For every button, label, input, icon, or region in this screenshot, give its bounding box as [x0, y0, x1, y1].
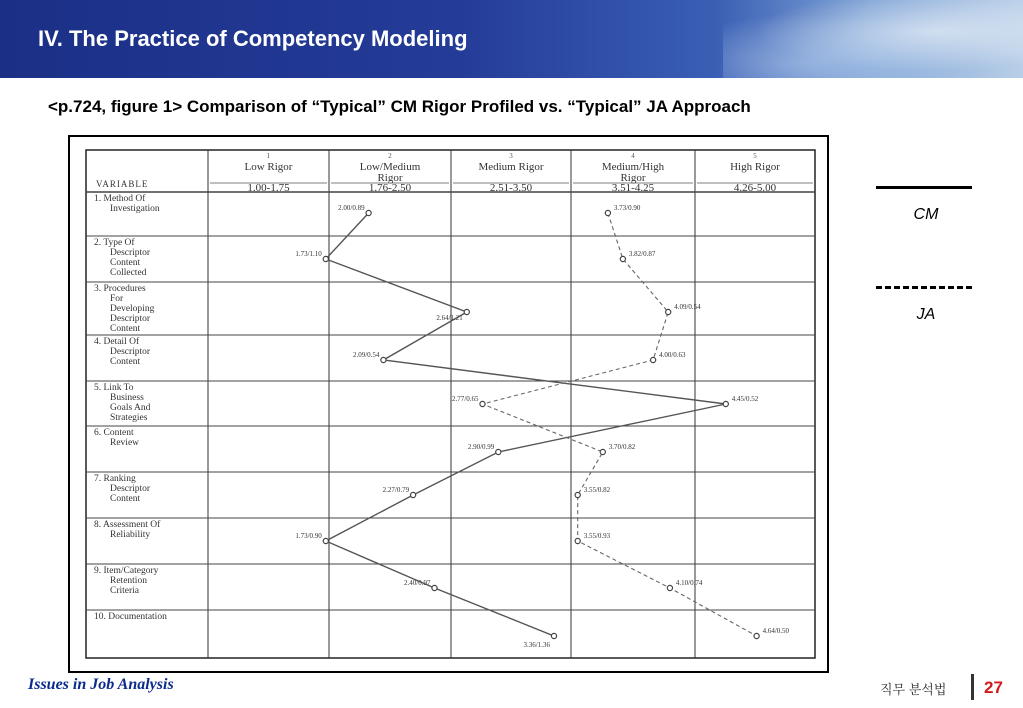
- column-number: 2: [388, 152, 392, 160]
- column-number: 4: [631, 152, 635, 160]
- series-line-cm: [326, 213, 726, 636]
- data-label-cm: 2.90/0.99: [467, 443, 495, 451]
- data-label-ja: 4.10/0.74: [675, 579, 703, 587]
- data-point-ja: [666, 309, 671, 314]
- data-point-ja: [600, 449, 605, 454]
- legend-ja-line: [876, 286, 972, 289]
- variable-label: Content: [110, 494, 141, 504]
- column-label: Rigor: [620, 172, 646, 184]
- data-label-cm: 2.27/0.79: [382, 486, 410, 494]
- column-range: 3.51-4.25: [611, 182, 655, 194]
- variable-label: Goals And: [110, 403, 151, 413]
- variable-label: Content: [110, 258, 141, 268]
- data-point-ja: [620, 256, 625, 261]
- column-number: 5: [753, 152, 757, 160]
- data-label-ja: 3.73/0.90: [613, 204, 641, 212]
- data-label-cm: 2.09/0.54: [352, 351, 380, 359]
- data-label-ja: 2.77/0.65: [452, 395, 479, 403]
- data-point-ja: [605, 210, 610, 215]
- column-label: Low/Medium: [359, 161, 421, 173]
- data-label-ja: 4.64/0.50: [762, 627, 790, 635]
- variable-label: Descriptor: [110, 248, 151, 258]
- variable-label: Collected: [110, 268, 147, 278]
- data-point-cm: [432, 585, 437, 590]
- variable-label: 9. Item/Category: [94, 566, 159, 576]
- footer-korean-title: 직무 분석법: [880, 682, 947, 697]
- variable-label: 8. Assessment Of: [94, 520, 161, 530]
- figure-caption: <p.724, figure 1> Comparison of “Typical” CM Rigor Profiled vs. “Typical” JA Approach: [48, 97, 751, 116]
- data-point-cm: [496, 449, 501, 454]
- data-point-cm: [381, 357, 386, 362]
- data-point-cm: [411, 492, 416, 497]
- variable-label: Review: [110, 438, 140, 448]
- variable-label: Content: [110, 324, 141, 334]
- column-label: Rigor: [377, 172, 403, 184]
- data-label-cm: 3.36/1.36: [523, 641, 550, 649]
- data-label-cm: 2.64/1.21: [436, 314, 463, 322]
- variable-label: 6. Content: [94, 428, 134, 438]
- data-label-ja: 3.55/0.82: [583, 486, 611, 494]
- footer-course-title: Issues in Job Analysis: [28, 676, 174, 693]
- data-label-cm: 2.40/0.97: [404, 579, 431, 587]
- data-label-cm: 1.73/0.90: [295, 532, 322, 540]
- variable-header: VARIABLE: [96, 179, 149, 189]
- variable-label: 5. Link To: [94, 383, 134, 393]
- data-point-cm: [464, 309, 469, 314]
- data-label-ja: 3.70/0.82: [608, 443, 636, 451]
- variable-label: For: [110, 294, 124, 304]
- column-label: Low Rigor: [244, 161, 293, 173]
- legend-cm-line: [876, 186, 972, 189]
- page-number: 27: [984, 678, 1003, 697]
- variable-label: Criteria: [110, 586, 140, 596]
- variable-label: Strategies: [110, 413, 148, 423]
- column-range: 2.51-3.50: [489, 182, 533, 194]
- variable-label: 2. Type Of: [94, 238, 135, 248]
- variable-label: Descriptor: [110, 347, 151, 357]
- data-point-cm: [323, 538, 328, 543]
- variable-label: Developing: [110, 304, 155, 314]
- data-label-ja: 3.82/0.87: [628, 250, 656, 258]
- data-point-ja: [667, 585, 672, 590]
- legend-cm-label: CM: [913, 206, 939, 223]
- series-line-ja: [483, 213, 757, 636]
- data-label-ja: 3.55/0.93: [583, 532, 611, 540]
- data-point-cm: [366, 210, 371, 215]
- variable-label: 3. Procedures: [94, 284, 146, 294]
- data-label-ja: 4.00/0.63: [659, 351, 686, 359]
- column-label: Medium/High: [601, 161, 665, 173]
- data-label-cm: 4.45/0.52: [731, 395, 759, 403]
- column-range: 1.00-1.75: [247, 182, 290, 194]
- data-point-ja: [575, 538, 580, 543]
- footer-divider: [971, 674, 974, 700]
- data-label-cm: 2.00/0.89: [338, 204, 365, 212]
- variable-label: Descriptor: [110, 314, 151, 324]
- data-point-ja: [480, 401, 485, 406]
- data-label-ja: 4.09/0.54: [674, 303, 701, 311]
- data-point-cm: [551, 633, 556, 638]
- data-point-cm: [323, 256, 328, 261]
- variable-label: Retention: [110, 576, 147, 586]
- variable-label: 7. Ranking: [94, 474, 136, 484]
- variable-label: Investigation: [110, 204, 160, 214]
- variable-label: Business: [110, 393, 144, 403]
- variable-label: 10. Documentation: [94, 612, 167, 622]
- variable-label: 1. Method Of: [94, 194, 146, 204]
- column-number: 3: [509, 152, 513, 160]
- data-point-ja: [575, 492, 580, 497]
- data-point-cm: [723, 401, 728, 406]
- column-number: 1: [266, 152, 271, 160]
- column-range: 4.26-5.00: [733, 182, 777, 194]
- column-label: High Rigor: [730, 161, 780, 173]
- column-range: 1.76-2.50: [368, 182, 412, 194]
- legend-ja-label: JA: [916, 306, 936, 323]
- data-point-ja: [754, 633, 759, 638]
- column-label: Medium Rigor: [478, 161, 544, 173]
- variable-label: Content: [110, 357, 141, 367]
- variable-label: Descriptor: [110, 484, 151, 494]
- variable-label: 4. Detail Of: [94, 337, 140, 347]
- variable-label: Reliability: [110, 530, 151, 540]
- data-point-ja: [651, 357, 656, 362]
- data-label-cm: 1.73/1.10: [295, 250, 322, 258]
- slide-title: IV. The Practice of Competency Modeling: [38, 26, 468, 51]
